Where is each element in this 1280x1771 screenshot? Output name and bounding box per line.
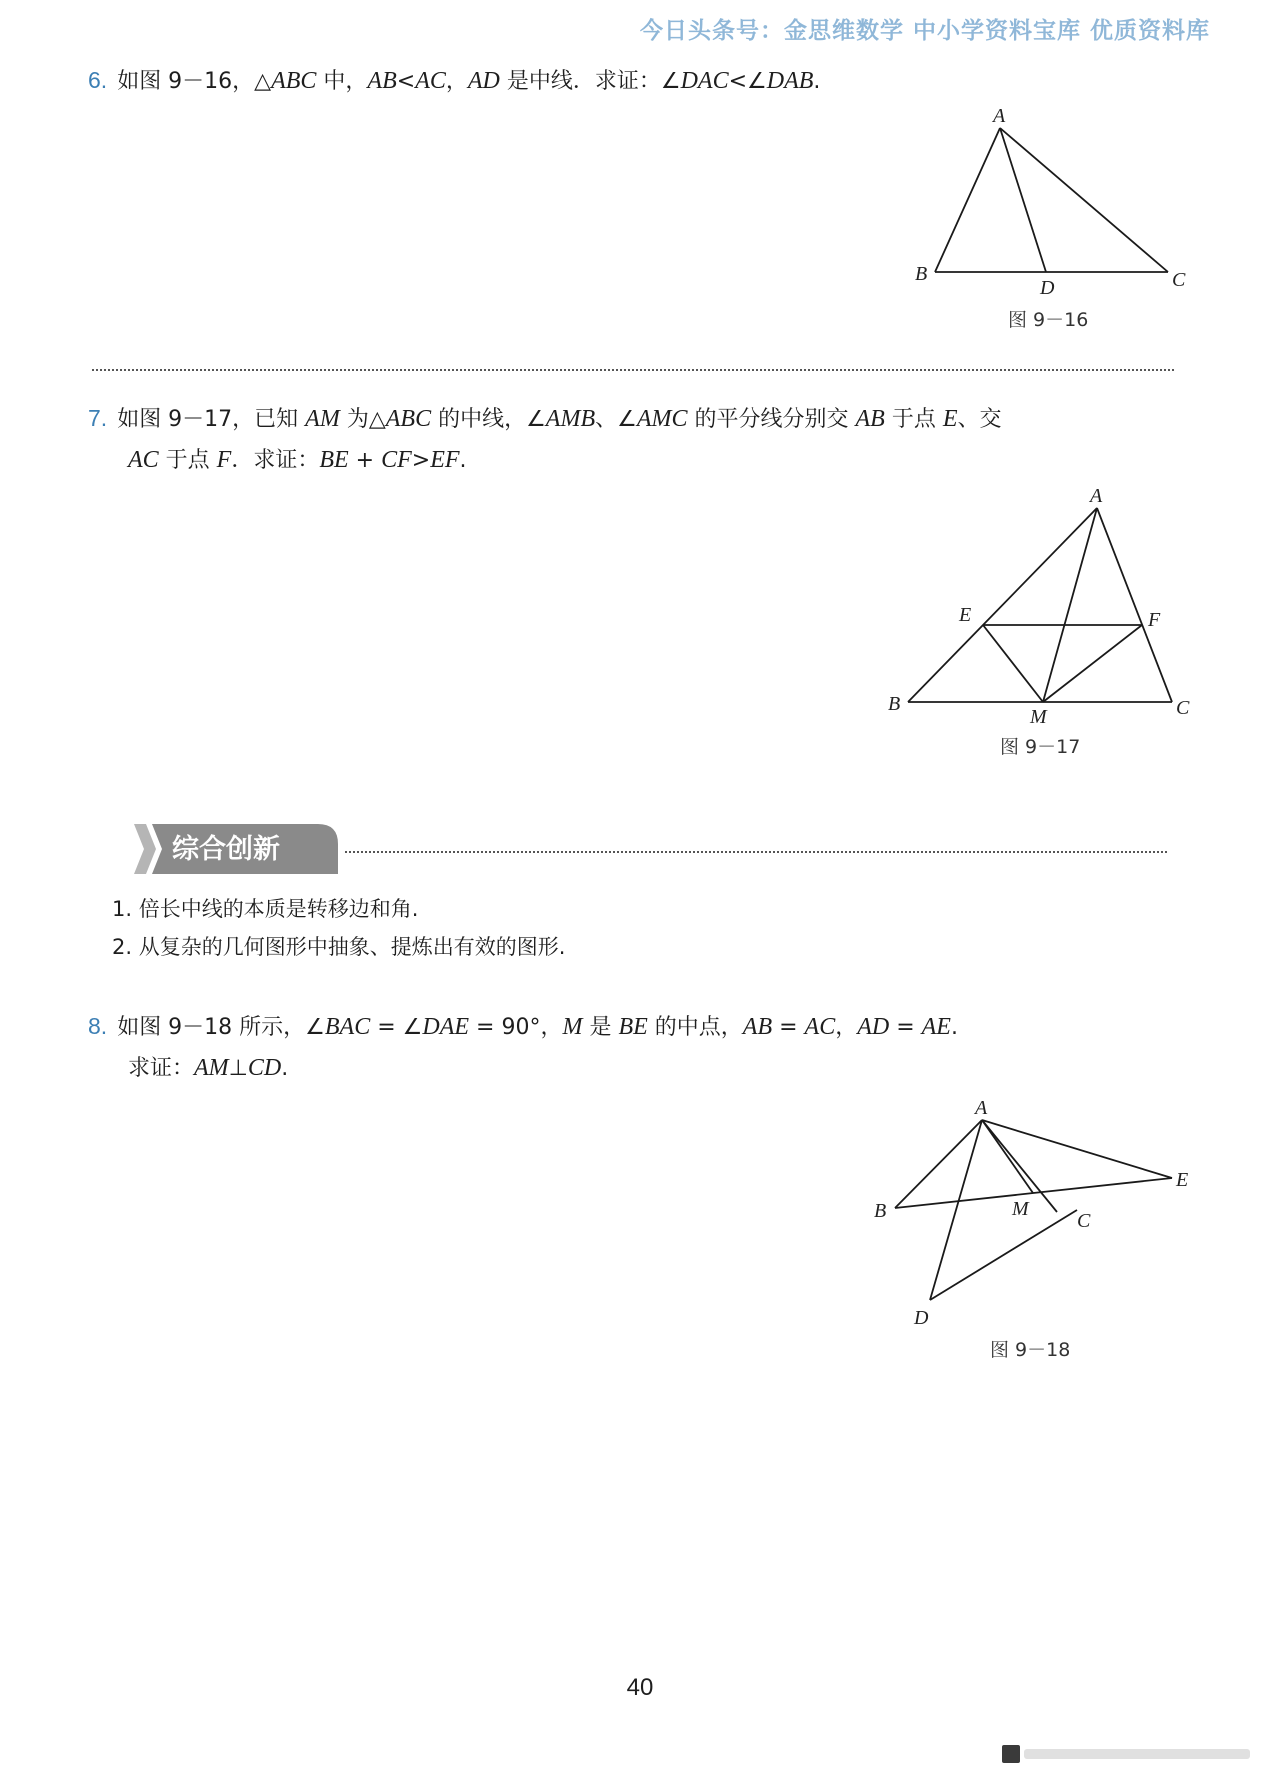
label-e: E	[1176, 1169, 1189, 1191]
section-title: 综合创新	[172, 834, 280, 865]
segment-am	[1043, 508, 1097, 702]
segment-em	[983, 625, 1043, 702]
label-c: C	[1172, 269, 1186, 291]
tip-2: 2. 从复杂的几何图形中抽象、提炼出有效的图形.	[112, 935, 566, 959]
label-e: E	[959, 604, 972, 626]
tip-1: 1. 倍长中线的本质是转移边和角.	[112, 897, 419, 921]
figure-9-16	[900, 100, 1200, 300]
problem-7: 7. 如图 9－17，已知 AM 为△ABC 的中线，∠AMB、∠AMC 的平分线分别交 AB 于点 E、交 AC 于点 F．求证：BE + CF>EF.	[88, 405, 1002, 473]
label-f: F	[1148, 609, 1161, 631]
problem-number: 8.	[88, 1013, 108, 1039]
segment-ac	[1000, 128, 1168, 272]
figure-caption: 图 9－17	[1000, 736, 1081, 758]
label-b: B	[915, 263, 928, 285]
section-dotted-line	[345, 851, 1167, 853]
segment-ab	[935, 128, 1000, 272]
label-c: C	[1176, 697, 1190, 719]
label-b: B	[888, 693, 901, 715]
segment-fm	[1043, 625, 1142, 702]
figure-caption: 图 9－18	[990, 1339, 1071, 1361]
problem-6: 6. 如图 9－16，△ABC 中，AB<AC，AD 是中线．求证：∠DAC<∠DAB.	[88, 67, 821, 94]
segment-ab	[908, 508, 1097, 702]
label-d: D	[1040, 277, 1055, 299]
segment-am	[982, 1120, 1033, 1193]
divider-dotted	[92, 369, 1174, 371]
label-a: A	[993, 105, 1006, 127]
label-m: M	[1012, 1198, 1029, 1220]
page-number: 40	[626, 1674, 654, 1701]
problem-number: 6.	[88, 67, 108, 93]
figure-9-17	[880, 480, 1200, 730]
problem-8: 8. 如图 9－18 所示，∠BAC = ∠DAE = 90°，M 是 BE 的中点，AB = AC，AD = AE. 求证：AM⊥CD.	[88, 1013, 958, 1081]
problem-number: 7.	[88, 405, 108, 431]
label-b: B	[874, 1200, 887, 1222]
label-d: D	[914, 1307, 929, 1329]
label-c: C	[1077, 1210, 1091, 1232]
figure-9-18	[860, 1090, 1200, 1340]
scroll-indicator	[1002, 1745, 1252, 1763]
segment-ae	[982, 1120, 1172, 1178]
label-a: A	[975, 1097, 988, 1119]
header-watermark: 今日头条号：金思维数学 中小学资料宝库 优质资料库	[639, 18, 1210, 44]
label-m: M	[1030, 706, 1047, 728]
figure-caption: 图 9－16	[1008, 309, 1089, 331]
segment-ad	[1000, 128, 1046, 272]
label-a: A	[1090, 485, 1103, 507]
segment-ac	[1097, 508, 1172, 702]
